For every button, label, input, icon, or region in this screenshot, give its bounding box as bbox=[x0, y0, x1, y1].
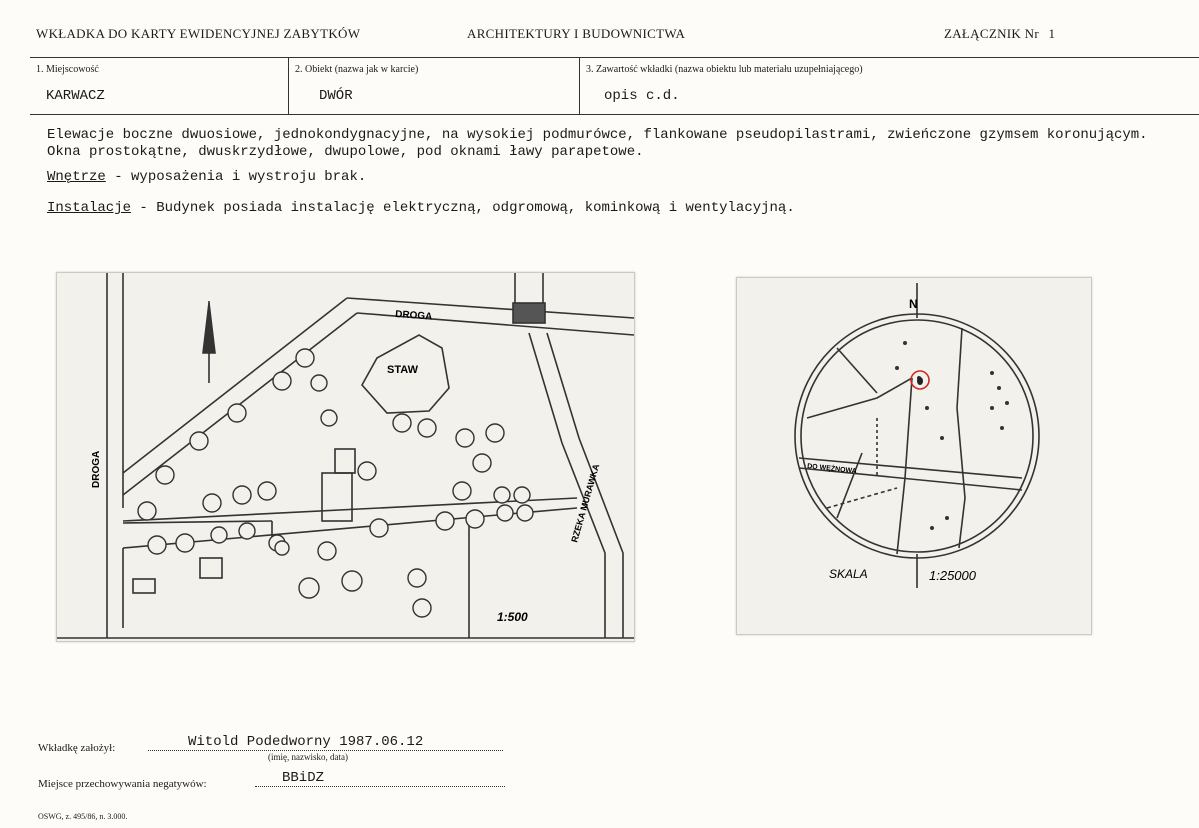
header-title-mid: ARCHITEKTURY I BUDOWNICTWA bbox=[467, 26, 686, 41]
negatives-line bbox=[255, 786, 505, 787]
field-object-value: DWÓR bbox=[319, 88, 353, 104]
description-paragraph: Elewacje boczne dwuosiowe, jednokondygnacyjne, na wysokiej podmurówce, flankowane pseudopilastrami, zwieńczone gzymsem koronującym. Okna prostokątne, dwuskrzydłowe, dwupolowe, pod oknami ławy parapetowe. bbox=[47, 127, 1148, 160]
description-body bbox=[47, 127, 1172, 225]
created-line bbox=[148, 750, 503, 751]
field-contents bbox=[580, 58, 1199, 114]
created-label: Wkładkę założył: bbox=[38, 742, 116, 754]
interior-paragraph bbox=[47, 169, 1172, 186]
site-plan-photo bbox=[56, 272, 635, 642]
header-title-left: WKŁADKA DO KARTY EWIDENCYJNEJ ZABYTKÓW bbox=[36, 26, 361, 41]
print-info: OSWG, z. 495/86, n. 3.000. bbox=[38, 812, 128, 821]
installations-heading: Instalacje bbox=[47, 200, 132, 216]
field-contents-value: opis c.d. bbox=[604, 88, 680, 104]
created-value: Witold Podedworny 1987.06.12 bbox=[188, 734, 424, 750]
site-plan-pond: STAW bbox=[387, 364, 418, 376]
site-plan-scale: 1:500 bbox=[497, 610, 528, 624]
location-map-scale: 1:25000 bbox=[929, 568, 976, 583]
field-contents-label: 3. Zawartość wkładki (nazwa obiektu lub materiału uzupełniającego) bbox=[586, 64, 863, 75]
location-map-north: N bbox=[909, 297, 918, 311]
location-map-drawing bbox=[737, 278, 1091, 634]
annex-label bbox=[944, 26, 1055, 42]
site-plan-drawing bbox=[57, 273, 634, 641]
created-hint: (imię, nazwisko, data) bbox=[268, 752, 348, 762]
location-map-scale-label: SKALA bbox=[829, 567, 868, 581]
field-locality-value: KARWACZ bbox=[46, 88, 105, 104]
annex-text: ZAŁĄCZNIK Nr bbox=[944, 26, 1039, 41]
field-locality bbox=[30, 58, 289, 114]
site-plan-river: RZEKA MURAWKA bbox=[569, 462, 602, 544]
annex-number: 1 bbox=[1048, 26, 1056, 41]
site-plan-road-top: DROGA bbox=[394, 309, 433, 323]
field-object-label: 2. Obiekt (nazwa jak w karcie) bbox=[295, 64, 419, 75]
location-map-photo bbox=[736, 277, 1092, 635]
fields-row bbox=[30, 57, 1199, 115]
field-locality-label: 1. Miejscowość bbox=[36, 64, 99, 75]
negatives-label: Miejsce przechowywania negatywów: bbox=[38, 778, 207, 790]
site-plan-road-left: DROGA bbox=[91, 450, 102, 488]
installations-paragraph bbox=[47, 200, 1172, 217]
negatives-value: BBiDZ bbox=[282, 770, 325, 786]
interior-heading: Wnętrze bbox=[47, 169, 106, 185]
interior-text: - wyposażenia i wystroju brak. bbox=[105, 169, 367, 185]
installations-text: - Budynek posiada instalację elektryczną, odgromową, kominkową i wentylacyjną. bbox=[131, 200, 795, 216]
location-map-road: DO WĘŻNOWA bbox=[806, 463, 858, 476]
field-object bbox=[289, 58, 580, 114]
